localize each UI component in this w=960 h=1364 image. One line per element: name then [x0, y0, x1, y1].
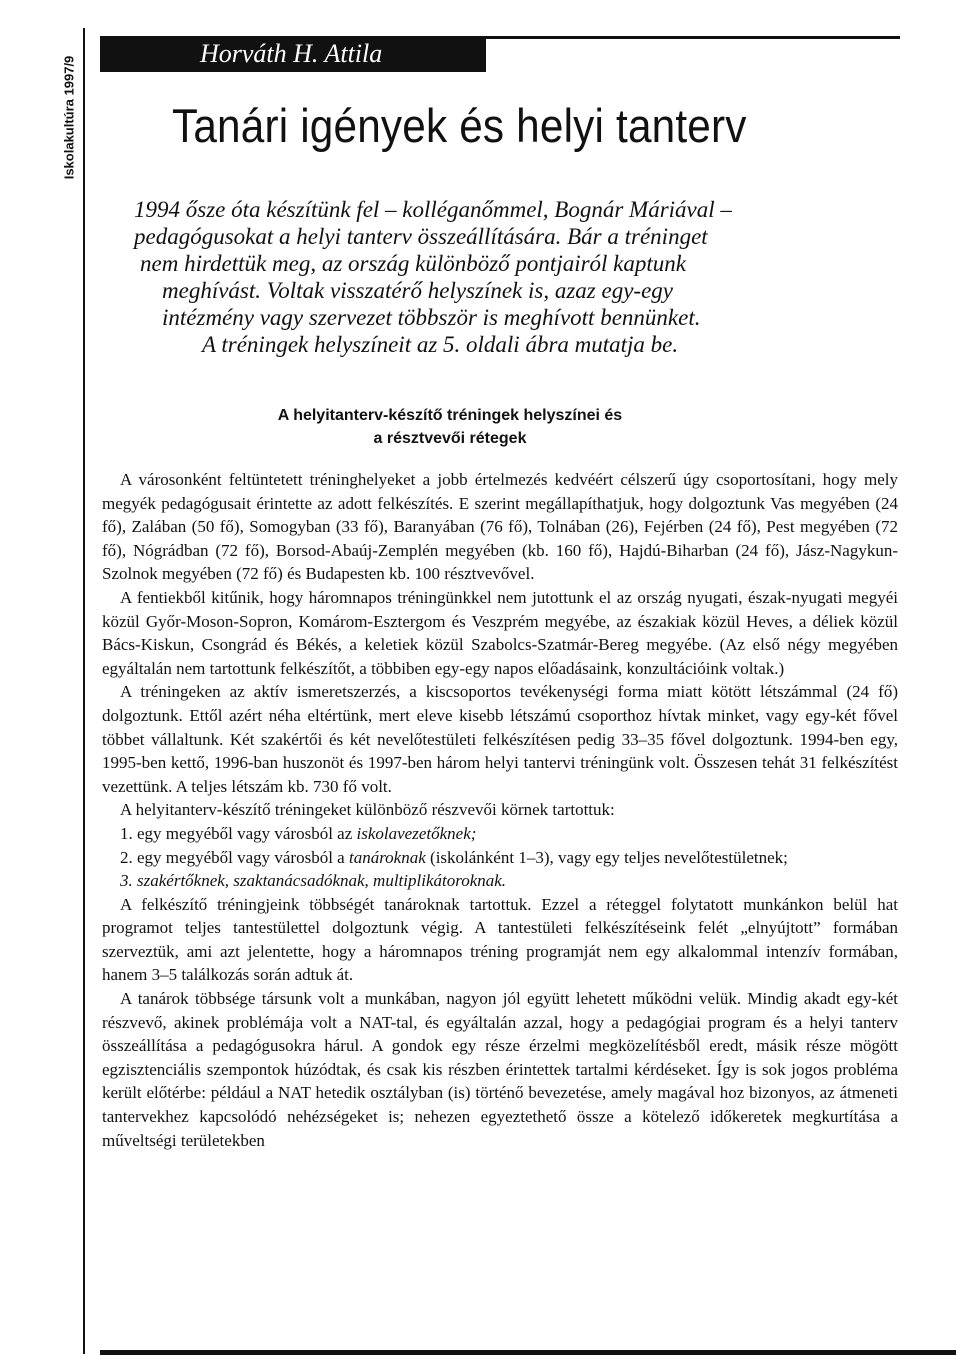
list-item	[102, 869, 898, 893]
left-margin-rule	[83, 28, 85, 1354]
list-item	[102, 822, 898, 846]
list-item-emphasis: iskolavezetőknek;	[356, 823, 477, 843]
journal-name: Iskolakultúra 1997/9	[61, 55, 77, 180]
lead-line: A tréningek helyszíneit az 5. oldali ábra mutatja be.	[202, 332, 679, 357]
figure-title-line: A helyitanterv-készítő tréningek helyszínei és	[277, 407, 623, 424]
bottom-rule	[100, 1350, 956, 1355]
list-item-text: 2. egy megyéből vagy városból a	[120, 847, 349, 867]
figure-title	[240, 404, 660, 450]
lead-line: nem hirdettük meg, az ország különböző pontjairól kaptunk	[140, 251, 686, 276]
list-item-emphasis: 3. szakértőknek, szaktanácsadóknak, multiplikátoroknak.	[120, 871, 507, 891]
body-paragraph: A felkészítő tréningjeink többségét tanároknak tartottuk. Ezzel a réteggel folytatott munkánkon belül hat programot teljes tantestülettel dolgoztunk végig. A tantestületi felkészítéseink felét „elnyújtott” formában szerveztük, ami azt jelentette, hogy a háromnapos tréning programját nem egy alkalommal intenzív formában, hanem 3–5 találkozás során adtuk át.	[102, 894, 898, 985]
journal-side-label	[58, 30, 80, 205]
article-title: Tanári igények és helyi tanterv	[172, 99, 747, 152]
body-paragraph: A tanárok többsége társunk volt a munkában, nagyon jól együtt lehetett működni velük. Mindig akadt egy-két részvevő, akinek problémája volt a NAT-tal, és egyáltalán azzal, hogy a pedagógiai program és a helyi tanterv összeállítása a pedagógusokra hárul. A gondok egy része érzelmi megközelítésből eredt, másik része mögött egzisztenciális szempontok húzódtak, és csak kis részben érintettek tartalmi kérdéseket. Így is sok jogos probléma került előtérbe: például a NAT hetedik osztályban (is) történő bevezetése, amely magával hoz bizonyos, az átmeneti tantervekhez kapcsolódó nehézségeket is; nehezen egyeztethető össze a kötelező időkeretek megkurtítása a műveltségi területekben	[102, 989, 898, 1150]
author-bar	[100, 36, 486, 72]
lead-line: intézmény vagy szervezet többször is meghívott bennünket.	[162, 305, 701, 330]
lead-paragraph	[134, 196, 894, 358]
list-item-text: (iskolánként 1–3), vagy egy teljes nevelőtestületnek;	[425, 847, 788, 867]
lead-line: pedagógusokat a helyi tanterv összeállítására. Bár a tréninget	[134, 224, 708, 249]
body-paragraph: A fentiekből kitűnik, hogy háromnapos tréningünkkel nem jutottunk el az ország nyugati, észak-nyugati megyéi közül Győr-Moson-Sopron, Komárom-Esztergom és Veszprém megyébe, az északiak közül Heves, a déliek közül Bács-Kiskun, Csongrád és Békés, a keletiek közül Szabolcs-Szatmár-Bereg megyébe. (Az első négy megyében egyáltalán nem tartottunk felkészítőt, a többiben egy-egy napos előadásaink, konzultációink voltak.)	[102, 587, 898, 678]
figure-title-line: a résztvevői rétegek	[373, 430, 527, 447]
list-item	[102, 846, 898, 870]
body-paragraph: A helyitanterv-készítő tréningeket különböző részvevői körnek tartottuk:	[120, 800, 615, 820]
body-paragraph: A városonként feltüntetett tréninghelyeket a jobb értelmezés kedvéért célszerű úgy csoportosítani, hogy mely megyék pedagógusait érintette az adott felkészítés. E szerint megállapíthatjuk, hogy dolgoztunk Vas megyében (24 fő), Zalában (50 fő), Somogyban (33 fő), Baranyában (76 fő), Tolnában (26), Fejérben (24 fő), Pest megyében (72 fő), Nógrádban (72 fő), Borsod-Abaúj-Zemplén megyében (kb. 160 fő), Hajdú-Biharban (24 fő), Jász-Nagykun-Szolnok megyében (72 fő) és Budapesten kb. 100 résztvevővel.	[102, 470, 898, 584]
lead-line: 1994 ősze óta készítünk fel – kolléganőmmel, Bognár Máriával –	[134, 197, 732, 222]
lead-line: meghívást. Voltak visszatérő helyszínek is, azaz egy-egy	[162, 278, 673, 303]
list-item-emphasis: tanároknak	[348, 847, 426, 867]
list-item-text: 1. egy megyéből vagy városból az	[120, 823, 357, 843]
body-paragraph: A tréningeken az aktív ismeretszerzés, a kiscsoportos tevékenységi forma miatt kötött létszámmal (24 fő) dolgoztunk. Ettől azért néha eltértünk, mert eleve kisebb létszámú csoporthoz hívtak minket, vagy egy-két fővel többet vállaltunk. Két szakértői és két nevelőtestületi felkészítésen pedig 33–35 fővel dolgoztunk. 1994-ben egy, 1995-ben kettő, 1996-ban huszonöt és 1997-ben három helyi tantervi tréningünk volt. Összesen tehát 31 felkészítést vezettünk. A teljes létszám kb. 730 fő volt.	[102, 682, 898, 796]
author-name: Horváth H. Attila	[200, 39, 383, 68]
article-body	[102, 468, 898, 1152]
